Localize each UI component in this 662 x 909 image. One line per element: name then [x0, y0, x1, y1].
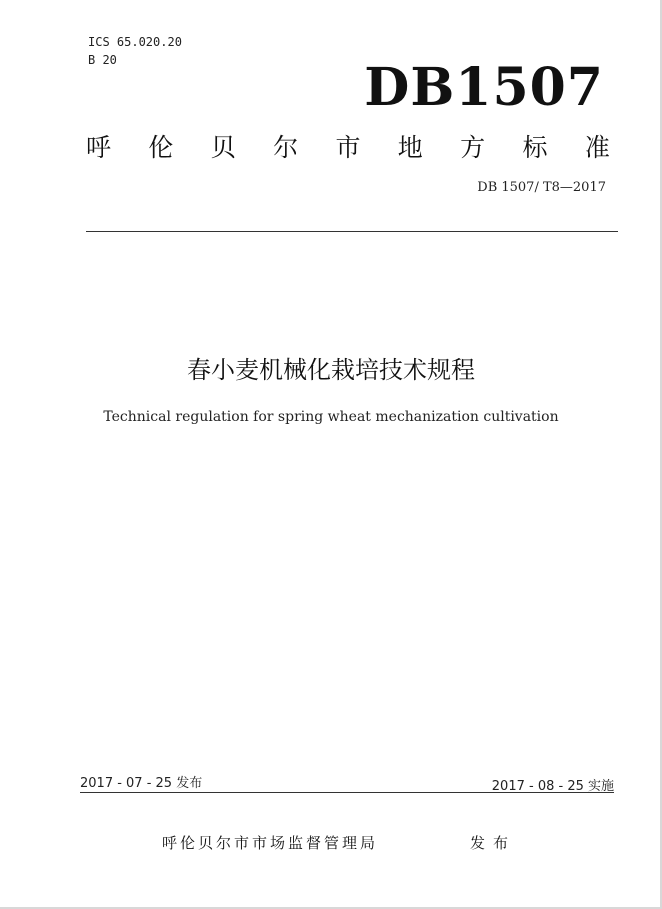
publish-date: 2017 - 07 - 25 发布	[80, 776, 203, 791]
issuer-title-char: 准	[584, 133, 610, 162]
issuer-title-char: 呼	[86, 133, 112, 162]
issuer-title-char: 方	[460, 133, 486, 162]
classification-codes	[88, 33, 182, 69]
ics-code: ICS 65.020.20	[88, 35, 182, 49]
publish-label: 发布	[470, 834, 517, 852]
issuer-title-char: 标	[522, 133, 548, 162]
bottom-divider	[80, 792, 614, 793]
issuer-title	[86, 128, 610, 164]
title-chinese: 春小麦机械化栽培技术规程	[187, 356, 475, 384]
issuing-authority: 呼伦贝尔市市场监督管理局	[162, 834, 379, 852]
issuer-title-char: 伦	[148, 133, 174, 162]
issuer-title-char: 贝	[210, 133, 236, 162]
standard-code: DB1507	[364, 57, 604, 118]
implement-date: 2017 - 08 - 25 实施	[491, 779, 614, 794]
ccs-code: B 20	[88, 53, 117, 67]
issuer-title-char: 地	[397, 133, 423, 162]
issuer-title-char: 市	[335, 133, 361, 162]
top-divider	[86, 231, 618, 232]
standard-number: DB 1507/ T8—2017	[477, 180, 606, 195]
title-english: Technical regulation for spring wheat mechanization cultivation	[103, 409, 559, 425]
issuer-title-char: 尔	[273, 133, 299, 162]
